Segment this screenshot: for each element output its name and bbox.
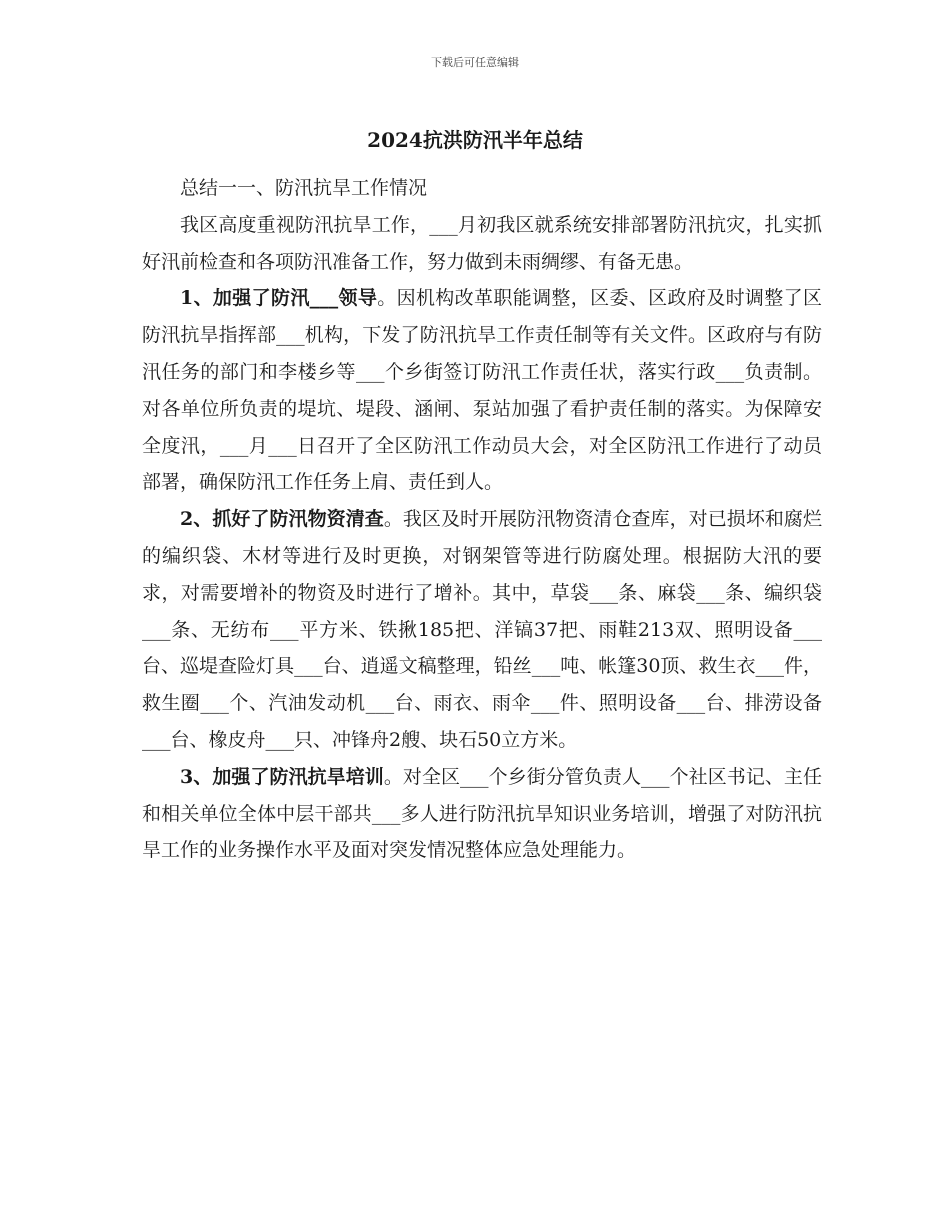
header-note: 下载后可任意编辑 <box>431 56 519 69</box>
item-text-1: 。因机构改革职能调整，区委、区政府及时调整了区防汛抗旱指挥部___机构，下发了防汛抗旱工作责任制等有关文件。区政府与有防汛任务的部门和李楼乡等___个乡街签订防汛工作责任状，落实行政___负责制。对各单位所负责的堤坑、堤段、涵闸、泵站加强了看护责任制的落实。为保障安全度汛，___月___日召开了全区防汛工作动员大会，对全区防汛工作进行了动员部署，确保防汛工作任务上肩、责任到人。 <box>142 287 822 494</box>
section-heading: 总结一一、防汛抗旱工作情况 <box>180 177 428 199</box>
item-lead-2: 2、抓好了防汛物资清查 <box>180 508 384 531</box>
item-lead-1: 1、加强了防汛___领导 <box>180 287 378 310</box>
document-title: 2024抗洪防汛半年总结 <box>367 128 583 152</box>
item-paragraph-3 <box>142 759 822 869</box>
item-lead-3: 3、加强了防汛抗旱培训 <box>180 765 384 788</box>
item-paragraph-2 <box>142 501 822 759</box>
intro-paragraph: 我区高度重视防汛抗旱工作，___月初我区就系统安排部署防汛抗灾，扎实抓好汛前检查和各项防汛准备工作，努力做到未雨绸缪、有备无患。 <box>142 213 822 273</box>
document-body <box>142 170 822 869</box>
item-text-2: 。我区及时开展防汛物资清仓查库，对已损坏和腐烂的编织袋、木材等进行及时更换，对钢架管等进行防腐处理。根据防大汛的要求，对需要增补的物资及时进行了增补。其中，草袋___条、麻袋___条、编织袋___条、无纺布___平方米、铁揪185把、洋镐37把、雨鞋213双、照明设备___台、巡堤查险灯具___台、逍遥文稿整理，铅丝___吨、帐篷30顶、救生衣___件，救生圈___个、汽油发动机___台、雨衣、雨伞___件、照明设备___台、排涝设备___台、橡皮舟___只、冲锋舟2艘、块石50立方米。 <box>142 508 822 751</box>
item-text-3: 。对全区___个乡街分管负责人___个社区书记、主任和相关单位全体中层干部共___多人进行防汛抗旱知识业务培训，增强了对防汛抗旱工作的业务操作水平及面对突发情况整体应急处理能力。 <box>142 765 822 862</box>
item-paragraph-1 <box>142 280 822 501</box>
